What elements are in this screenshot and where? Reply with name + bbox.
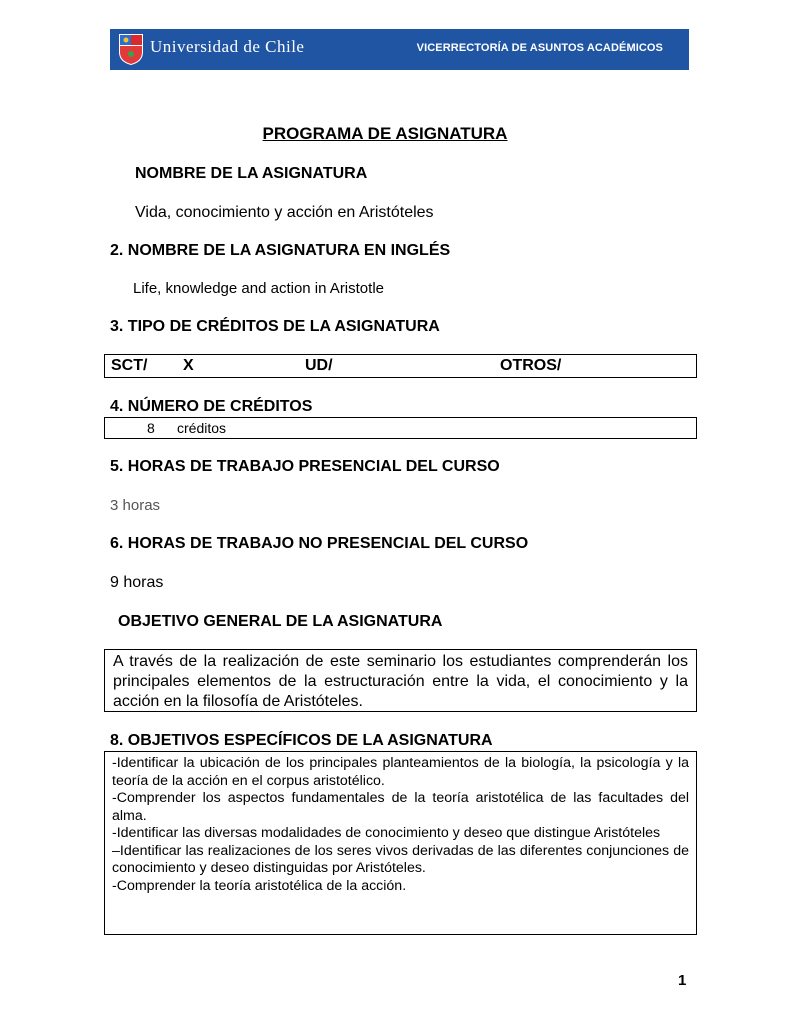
- objetivos-especificos-heading: 8. OBJETIVOS ESPECÍFICOS DE LA ASIGNATURA: [110, 732, 493, 749]
- sct-label: SCT/: [111, 357, 148, 374]
- creditos-number: 8: [147, 420, 155, 436]
- horas-presencial-value: 3 horas: [110, 497, 161, 514]
- sct-mark: X: [183, 357, 194, 374]
- list-item: –Identificar las realizaciones de los seres vivos derivadas de las diferentes conjunciones de conocimiento y deseo distinguidas por Aristóteles.: [112, 842, 689, 876]
- horas-no-presencial-heading: 6. HORAS DE TRABAJO NO PRESENCIAL DEL CURSO: [110, 535, 529, 552]
- list-item: -Identificar la ubicación de los principales planteamientos de la biología, la psicología y la teoría de la acción en el corpus aristotélico.: [112, 755, 689, 789]
- nombre-value: Vida, conocimiento y acción en Aristóteles: [135, 204, 434, 221]
- document-title: PROGRAMA DE ASIGNATURA: [262, 124, 508, 143]
- numero-creditos-heading: 4. NÚMERO DE CRÉDITOS: [110, 398, 313, 415]
- tipo-creditos-heading: 3. TIPO DE CRÉDITOS DE LA ASIGNATURA: [110, 318, 440, 335]
- horas-presencial-heading: 5. HORAS DE TRABAJO PRESENCIAL DEL CURSO: [110, 458, 500, 475]
- ud-label: UD/: [305, 357, 333, 374]
- list-item: -Comprender los aspectos fundamentales de la teoría aristotélica de las facultades del alma.: [112, 790, 689, 824]
- list-item: -Identificar las diversas modalidades de conocimiento y deseo que distingue Aristóteles: [112, 825, 661, 841]
- list-item: -Comprender la teoría aristotélica de la acción.: [112, 877, 407, 894]
- tipo-creditos-box: [104, 354, 697, 378]
- header-banner: [110, 29, 689, 70]
- university-name: Universidad de Chile: [150, 37, 305, 56]
- objetivos-especificos-box: [104, 751, 697, 935]
- numero-creditos-box: [104, 417, 697, 439]
- nombre-heading: NOMBRE DE LA ASIGNATURA: [135, 165, 368, 182]
- ingles-heading: 2. NOMBRE DE LA ASIGNATURA EN INGLÉS: [110, 242, 451, 259]
- objetivo-general-text: A través de la realización de este seminario los estudiantes comprenderán los principales elementos de la estructuración entre la vida, el conocimiento y la acción en la filosofía de Aristóteles.: [113, 653, 688, 710]
- ingles-value: Life, knowledge and action in Aristotle: [133, 280, 384, 297]
- vicerrectoria-label: VICERRECTORÍA DE ASUNTOS ACADÉMICOS: [416, 42, 663, 54]
- objetivo-general-heading: OBJETIVO GENERAL DE LA ASIGNATURA: [118, 613, 443, 630]
- university-crest-icon: [117, 32, 145, 66]
- objetivo-general-box: [104, 649, 697, 712]
- otros-label: OTROS/: [500, 357, 562, 374]
- creditos-unit: créditos: [177, 420, 227, 436]
- horas-no-presencial-value: 9 horas: [110, 574, 164, 591]
- page-number: 1: [678, 972, 687, 989]
